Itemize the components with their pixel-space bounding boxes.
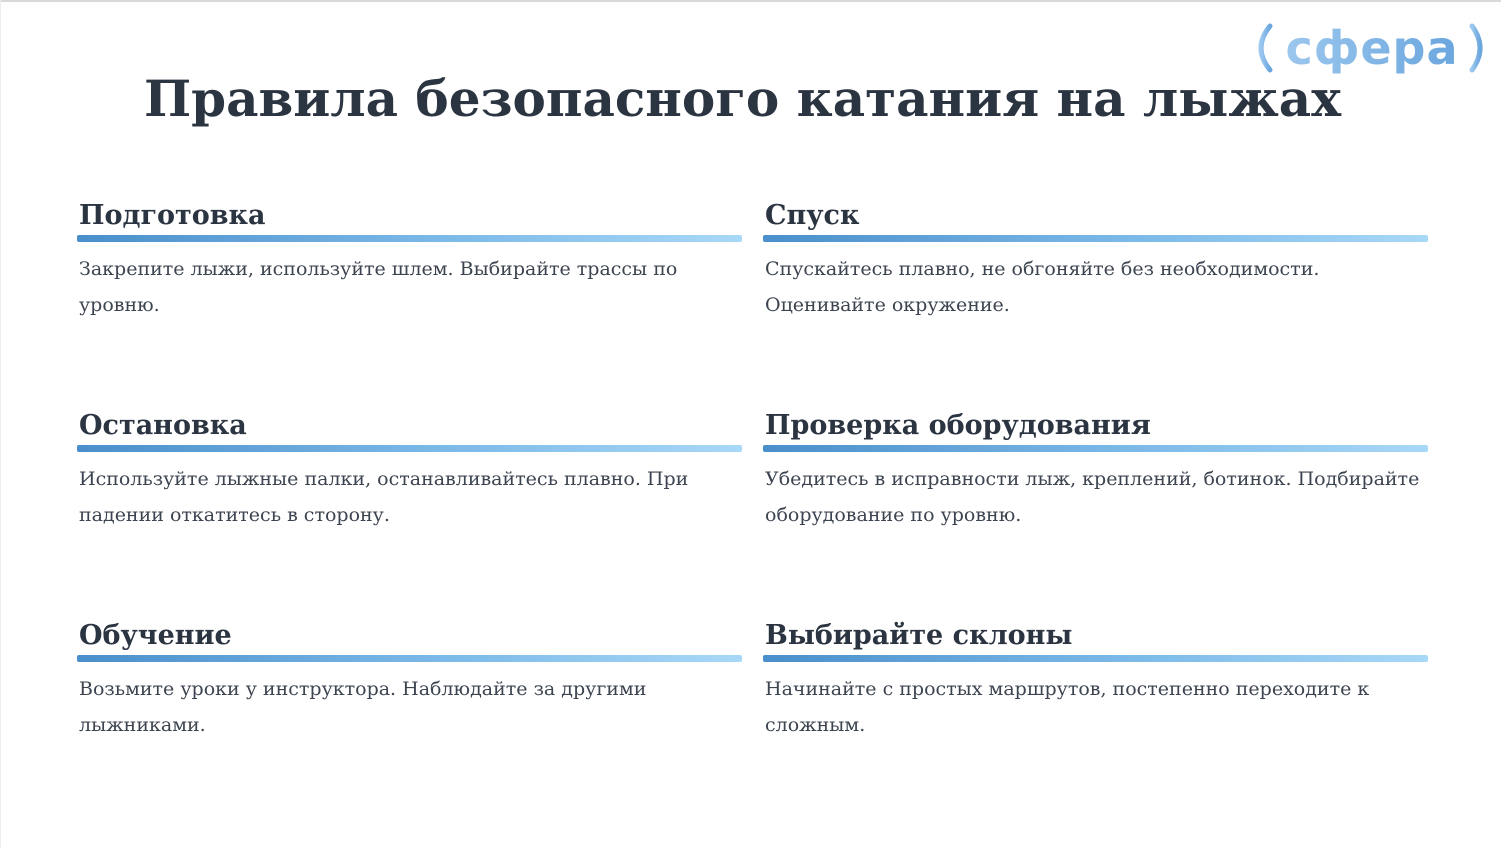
section-text: Используйте лыжные палки, останавливайтесь плавно. При падении откатитесь в сторону. xyxy=(79,468,689,526)
section-underline xyxy=(77,445,742,452)
section-text: Убедитесь в исправности лыж, креплений, ботинок. Подбирайте оборудование по уровню. xyxy=(765,468,1420,526)
logo-text: сфера xyxy=(1285,21,1459,75)
section-underline xyxy=(763,235,1428,242)
section-training xyxy=(77,619,742,743)
section-text: Закрепите лыжи, используйте шлем. Выбирайте трассы по уровню. xyxy=(79,258,678,316)
section-choose-slopes xyxy=(763,619,1428,743)
section-underline xyxy=(763,655,1428,662)
section-text: Начинайте с простых маршрутов, постепенно переходите к сложным. xyxy=(765,678,1370,736)
section-title: Выбирайте склоны xyxy=(765,620,1073,651)
section-title: Обучение xyxy=(79,620,232,651)
section-title: Остановка xyxy=(79,410,247,441)
section-title: Подготовка xyxy=(79,200,266,231)
section-text: Спускайтесь плавно, не обгоняйте без необходимости. Оценивайте окружение. xyxy=(765,258,1320,316)
section-underline xyxy=(763,445,1428,452)
section-preparation xyxy=(77,199,742,323)
section-equipment-check xyxy=(763,409,1428,533)
top-border xyxy=(0,0,1501,2)
section-title: Спуск xyxy=(765,200,860,231)
section-underline xyxy=(77,655,742,662)
page-title: Правила безопасного катания на лыжах xyxy=(143,69,1342,128)
section-stopping xyxy=(77,409,742,533)
section-descent xyxy=(763,199,1428,323)
section-text: Возьмите уроки у инструктора. Наблюдайте за другими лыжниками. xyxy=(79,678,647,736)
section-title: Проверка оборудования xyxy=(765,410,1151,441)
section-underline xyxy=(77,235,742,242)
